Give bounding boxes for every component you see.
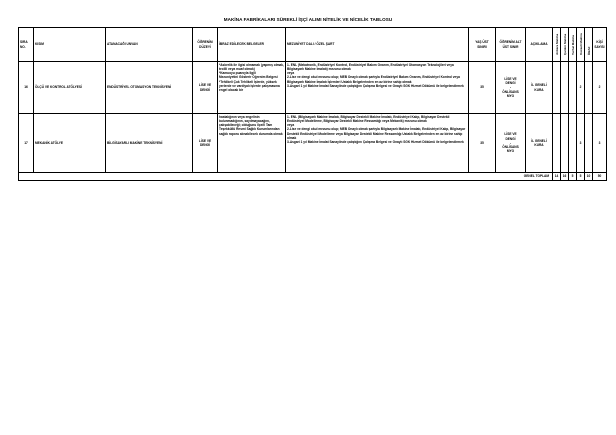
header-ogrenim: ÖĞRENİM DÜZEYİ	[193, 28, 218, 62]
row-count-kocaeli: 3	[577, 114, 585, 173]
row-mezuniyet: 1- ENL (Mekatronik, Endüstriyel Kontrol, Endüstriyel Bakım Onarım, Endüstriyel Otomasyon Teknolojileri veya Bilgisayarlı Makine İmalatı) mezunu olmak veya 2-Lise ve dengi okul mezunu olup; MEB Onaylı olmak şartıyla Endüstriyel Bakım Onarım, Endüstriyel Kontrol veya Bilgisayarlı Makine İmalatı İşlemleri Ustalık Belgelerinden en az birine sahip olmak 3-Asgari 1 yıl Makine İmalat Sanayiinde çalıştığını Çalışma Belgesi ve Onaylı SGK Hizmet Dökümü ile belgelendirmek	[286, 62, 469, 114]
row-yas: 35	[469, 62, 496, 114]
total-count-cankiri: 16	[561, 173, 569, 181]
row-belgeler: hastalığının veya engelinin bulunmadığının, sayılmayacağını, çalışabileceği; olduğunu ilçe/il Tam Teşekküllü Resmi Sağlık Kurumlarından sağlık raporu alınabilecek durumda olmak	[218, 114, 286, 173]
row-alt-ust: LİSE VE DENGİ - ÖNLİSANS MYO	[496, 62, 526, 114]
row-count-cankiri	[561, 114, 569, 173]
row-number: 17	[19, 114, 34, 173]
document-title: MAKİNA FABRİKALARI SÜREKLİ İŞÇİ ALIMI NİTELİK VE NİCELİK TABLOSU	[223, 17, 393, 22]
row-count-ankara	[553, 114, 561, 173]
row-count-turhal	[569, 62, 577, 114]
total-count-ankara: 14	[553, 173, 561, 181]
row-count-cankiri	[561, 62, 569, 114]
header-ankara-makina: Ankara Makina	[553, 28, 561, 62]
total-count-turhal: 5	[569, 173, 577, 181]
row-count-turhal	[569, 114, 577, 173]
row-count-obaf	[585, 114, 593, 173]
total-kisi-sayisi: 50	[593, 173, 607, 181]
header-aciklama: AÇIKLAMA	[526, 28, 553, 62]
row-yas: 35	[469, 114, 496, 173]
row-alt-ust: LİSE VE DENGİ - ÖNLİSANS MYO	[496, 114, 526, 173]
header-mezuniyet: MEZUNİYET DALI / ÖZEL ŞART	[286, 28, 469, 62]
row-mezuniyet: 1- ENL (Bilgisayarlı Makine İmalatı, Bilgisayar Destekli Makine İmalatı, Endüstriyel Kalıp, Bilgisayar Destekli Endüstriyel Modelleme, Bilgisayar Destekli Makine Ressamlığı veya Mekanik) mezunu olmak veya 2-Lise ve dengi okul mezunu olup; MEB Onaylı olmak şartıyla Bilgisayarlı Makine İmalatı, Endüstriyel Kalıp, Bilgisayar Destekli Endüstriyel Modelleme veya Bilgisayar Destekli Makine Ressamlığı Ustalık Belgelerinden en az birine sahip olmak 3-Asgari 1 yıl Makine İmalat Sanayiinde çalıştığını Çalışma Belgesi ve Onaylı SGK Hizmet Dökümü ile belgelendirmek	[286, 114, 469, 173]
header-row	[19, 28, 607, 62]
row-aciklama: İL GENELİ KURA	[526, 62, 553, 114]
header-ogrenim-alt-ust: ÖĞRENİM ALT ÜST SINIR	[496, 28, 526, 62]
row-kisi-sayisi: 2	[593, 62, 607, 114]
row-unvan: BİLGİSAYARLI MAKİNE TEKNİSYENİ	[106, 114, 193, 173]
header-kocaeli-makina: Kocaeli Makina	[577, 28, 585, 62]
row-ogrenim: LİSE VE DENGİ	[193, 114, 218, 173]
header-sira-no: SIRA NO.	[19, 28, 34, 62]
row-count-ankara	[553, 62, 561, 114]
header-kisi-sayisi: KİŞİ SAYISI	[593, 28, 607, 62]
row-kisi-sayisi: 3	[593, 114, 607, 173]
total-label: GENEL TOPLAM	[19, 173, 553, 181]
table-row	[19, 114, 607, 173]
header-unvan: ATANACAĞI UNVAN	[106, 28, 193, 62]
header-turhal-makina: Turhal Makina	[569, 28, 577, 62]
row-unvan: ENDÜSTRİYEL OTOMASYON TEKNİSYENİ	[106, 62, 193, 114]
row-count-obaf	[585, 62, 593, 114]
row-aciklama: İL GENELİ KURA	[526, 114, 553, 173]
header-kisim: KISIM	[34, 28, 106, 62]
row-belgeler: *Askerlik ile ilgisi olmamak (yapmış olmak, tecilli veya muaf olmak) *Kamuoyu puanıyla ilgili Mezuniyetini Gösterir Öğrenim Belgesi *Tehlikeli Çok Tehlikeli İşlerde, yüksek yerlerde ve vardiyalı işlerde çalışmasına engel olacak bir	[218, 62, 286, 114]
table-row	[19, 62, 607, 114]
row-ogrenim: LİSE VE DENGİ	[193, 62, 218, 114]
total-count-kocaeli: 5	[577, 173, 585, 181]
row-count-kocaeli: 2	[577, 62, 585, 114]
header-obaf: ÖBAF	[585, 28, 593, 62]
total-row	[19, 173, 607, 181]
row-number: 16	[19, 62, 34, 114]
quality-quantity-table	[18, 27, 607, 181]
row-kisim: ÖLÇÜ VE KONTROL ATÖLYESİ	[34, 62, 106, 114]
row-kisim: MEKANİK ATÖLYE	[34, 114, 106, 173]
total-count-obaf: 10	[585, 173, 593, 181]
header-cankiri-makina: Çankırı Makina	[561, 28, 569, 62]
header-belgeler: İBRAZ EDİLECEK BELGELER	[218, 28, 286, 62]
header-yas: YAŞ ÜST SINIRI	[469, 28, 496, 62]
